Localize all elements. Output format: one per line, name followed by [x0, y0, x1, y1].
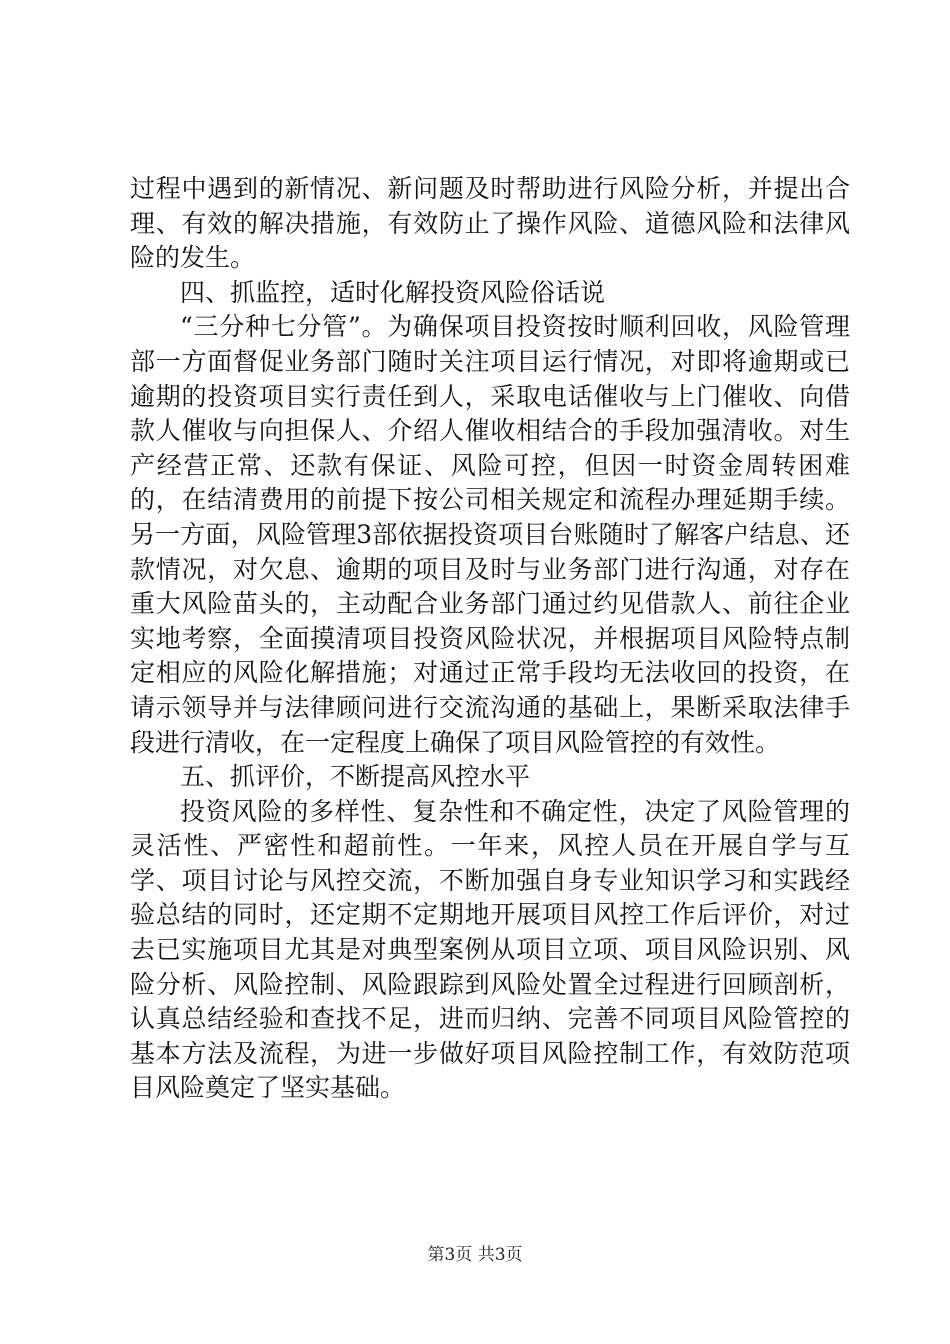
paragraph-1: 过程中遇到的新情况、新问题及时帮助进行风险分析，并提出合理、有效的解决措施，有效防止了操作风险、道德风险和法律风险的发生。	[130, 174, 850, 273]
paragraph-2: “三分种七分管”。为确保项目投资按时顺利回收，风险管理部一方面督促业务部门随时关注项目运行情况，对即将逾期或已逾期的投资项目实行责任到人，采取电话催收与上门催收、向借款人催收与向担保人、介绍人催收相结合的手段加强清收。对生产经营正常、还款有保证、风险可控，但因一时资金周转困难的，在结清费用的前提下按公司相关规定和流程办理延期手续。另一方面，风险管理3部依据投资项目台账随时了解客户结息、还款情况，对欠息、逾期的项目及时与业务部门进行沟通，对存在重大风险苗头的，主动配合业务部门通过约见借款人、前往企业实地考察，全面摸清项目投资风险状况，并根据项目风险特点制定相应的风险化解措施；对通过正常手段均无法收回的投资，在请示领导并与法律顾问进行交流沟通的基础上，果断采取法律手段进行清收，在一定程度上确保了项目风险管控的有效性。	[130, 312, 850, 757]
page-number-footer: 第3页 共3页	[427, 1245, 523, 1265]
section-heading-5: 五、抓评价，不断提高风控水平	[180, 762, 531, 792]
section-heading-4: 四、抓监控，适时化解投资风险俗话说	[180, 277, 606, 307]
paragraph-3: 投资风险的多样性、复杂性和不确定性，决定了风险管理的灵活性、严密性和超前性。一年来，风控人员在开展自学与互学、项目讨论与风控交流，不断加强自身专业知识学习和实践经验总结的同时，还定期不定期地开展项目风控工作后评价，对过去已实施项目尤其是对典型案例从项目立项、项目风险识别、风险分析、风险控制、风险跟踪到风险处置全过程进行回顾剖析，认真总结经验和查找不足，进而归纳、完善不同项目风险管控的基本方法及流程，为进一步做好项目风险控制工作，有效防范项目风险奠定了坚实基础。	[130, 796, 850, 1103]
document-body	[130, 172, 850, 1106]
